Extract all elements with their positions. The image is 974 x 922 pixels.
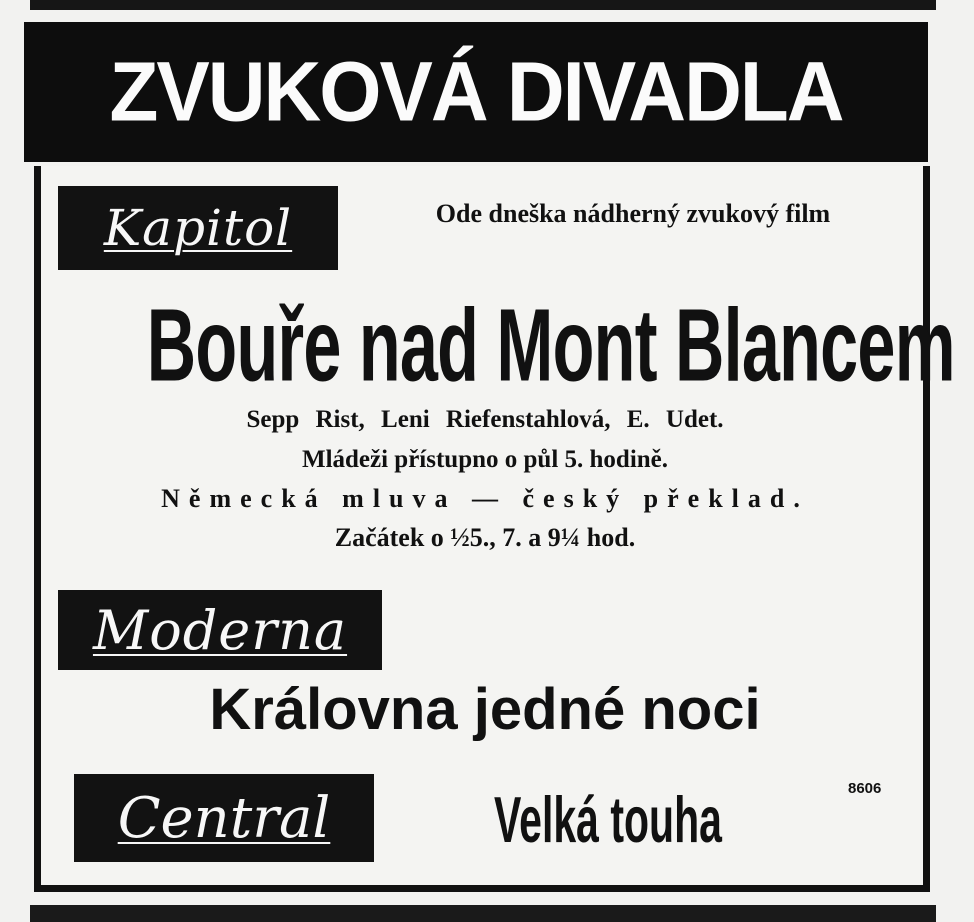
kapitol-tagline: Ode dneška nádherný zvukový film bbox=[435, 199, 831, 228]
moderna-logo bbox=[58, 590, 382, 670]
top-rule bbox=[30, 0, 936, 10]
moderna-film-title: Královna jedné noci bbox=[209, 677, 761, 742]
kapitol-language: Německá mluva — český překlad. bbox=[161, 484, 809, 513]
bottom-rule bbox=[30, 905, 936, 922]
header-title: ZVUKOVÁ DIVADLA bbox=[109, 44, 843, 139]
header-banner bbox=[24, 22, 928, 162]
kapitol-showtimes: Začátek o ½5., 7. a 9¼ hod. bbox=[334, 523, 636, 552]
kapitol-youth-notice: Mládeži přístupno o půl 5. hodině. bbox=[301, 446, 669, 473]
moderna-logo-text: Moderna bbox=[92, 598, 348, 662]
kapitol-cast: Sepp Rist, Leni Riefenstahlová, E. Udet. bbox=[246, 406, 724, 433]
kapitol-logo bbox=[58, 186, 338, 270]
central-logo bbox=[74, 774, 374, 862]
central-logo-text: Central bbox=[117, 785, 331, 851]
central-film-title: Velká touha bbox=[494, 783, 722, 857]
kapitol-film-title: Bouře nad Mont Blancem bbox=[146, 288, 955, 404]
ad-code: 8606 bbox=[848, 780, 882, 797]
kapitol-logo-text: Kapitol bbox=[103, 199, 293, 257]
